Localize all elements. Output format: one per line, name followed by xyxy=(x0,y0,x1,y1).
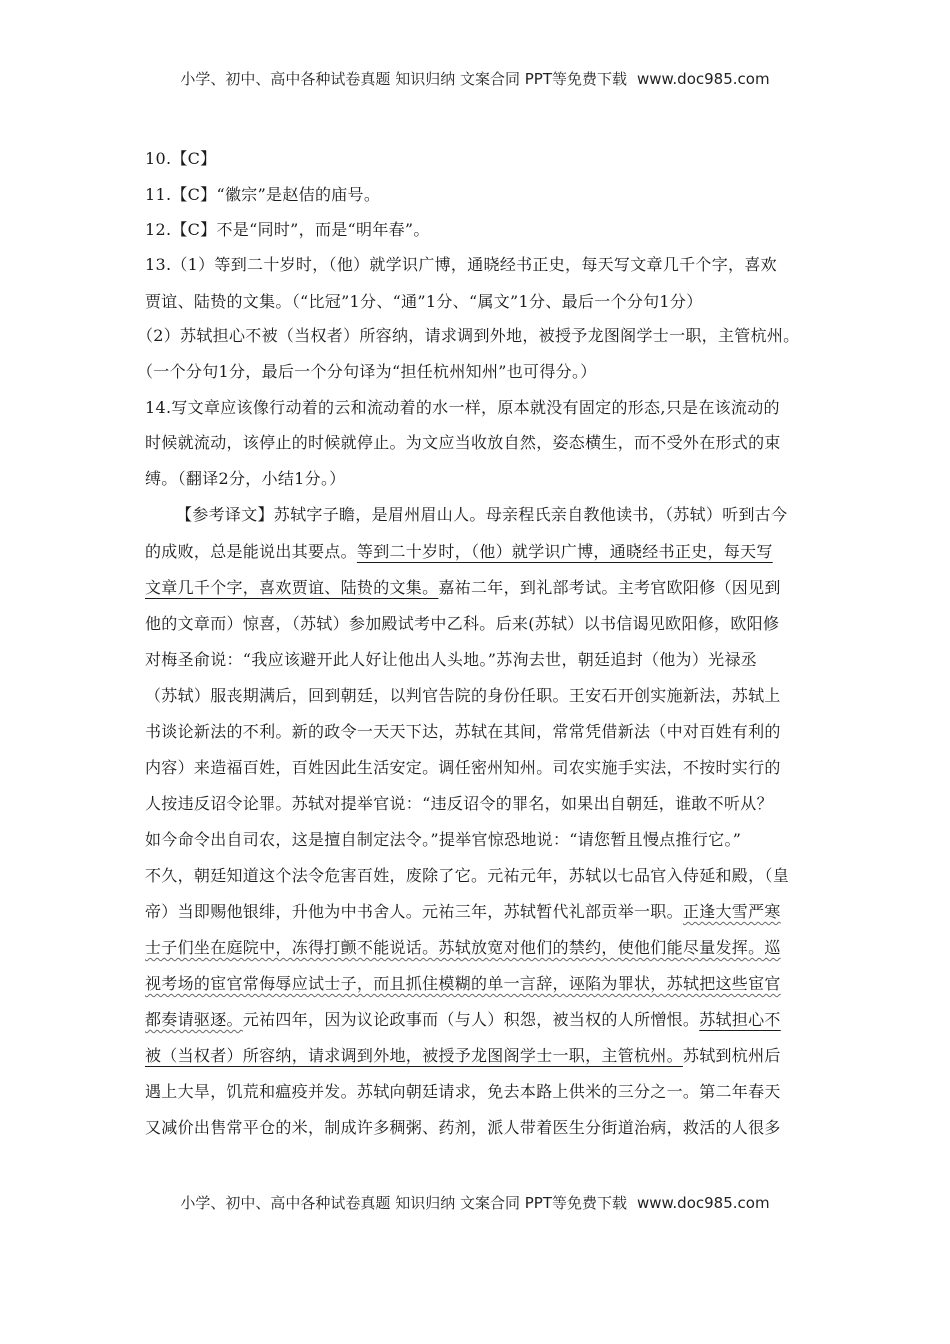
translation-line-11: 不久，朝廷知道这个法令危害百姓，废除了它。元祐元年，苏轼以七品官入侍延和殿，（皇 xyxy=(145,866,790,885)
translation-line-4: 他的文章而）惊喜，（苏轼）参加殿试考中乙科。后来(苏轼）以书信谒见欧阳修，欧阳修 xyxy=(145,614,780,633)
translation-text: 帝）当即赐他银绯，升他为中书舍人。元祐三年，苏轼暂代礼部贡举一职。 xyxy=(145,902,683,921)
translation-line-18: 又减价出售常平仓的米，制成许多稠粥、药剂，派人带着医生分街道治病，救活的人很多 xyxy=(145,1118,781,1137)
header-text: 小学、初中、高中各种试卷真题 知识归纳 文案合同 PPT等免费下载 xyxy=(180,70,627,88)
answer-14-line-2: 时候就流动，该停止的时候就停止。为文应当收放自然，姿态横生，而不受外在形式的束 xyxy=(145,433,781,452)
translation-line-1: 【参考译文】苏轼字子瞻，是眉州眉山人。母亲程氏亲自教他读书，（苏轼）听到古今 xyxy=(176,505,788,524)
answer-14-line-3: 缚。（翻译2分，小结1分。） xyxy=(145,469,346,488)
translation-line-7: 书谈论新法的不利。新的政令一天天下达，苏轼在其间，常常凭借新法（中对百姓有利的 xyxy=(145,722,781,741)
translation-text: 元祐四年，因为议论政事而（与人）积怨，被当权的人所憎恨。 xyxy=(242,1010,700,1029)
translation-line-8: 内容）来造福百姓，百姓因此生活安定。调任密州知州。司农实施手实法，不按时实行的 xyxy=(145,758,781,777)
translation-line-5: 对梅圣俞说：“我应该避开此人好让他出人头地。”苏洵去世，朝廷追封（他为）光禄丞 xyxy=(145,650,758,669)
translation-line-10: 如今命令出自司农，这是擅自制定法令。”提举官惊恐地说：“请您暂且慢点推行它。” xyxy=(145,830,742,849)
translation-line-9: 人按违反诏令论罪。苏轼对提举官说：“违反诏令的罪名，如果出自朝廷，谁敢不听从？ xyxy=(145,794,773,813)
translation-text: 嘉祐二年，到礼部考试。主考官欧阳修（因见到 xyxy=(438,578,781,597)
answer-12: 12.【C】不是“同时”，而是“明年春”。 xyxy=(145,220,430,239)
answer-11: 11.【C】“徽宗”是赵佶的庙号。 xyxy=(145,185,381,204)
header-url[interactable]: www.doc985.com xyxy=(636,70,770,88)
translation-text: 的成败，总是能说出其要点。 xyxy=(145,542,357,561)
page-footer xyxy=(0,1192,950,1213)
translation-line-16 xyxy=(145,1043,781,1066)
wavy-underlined-text: 正逢大雪严寒 xyxy=(682,902,781,921)
wavy-underlined-text: 士子们坐在庭院中，冻得打颤不能说话。苏轼放宽对他们的禁约，使他们能尽量发挥。巡 xyxy=(145,938,781,957)
translation-line-13 xyxy=(145,935,781,958)
answer-13-line-2: 贾谊、陆贽的文集。（“比冠”1分、“通”1分、“属文”1分、最后一个分句1分） xyxy=(145,292,703,311)
translation-line-17: 遇上大旱，饥荒和瘟疫并发。苏轼向朝廷请求，免去本路上供米的三分之一。第二年春天 xyxy=(145,1082,781,1101)
underlined-sentence: 苏轼担心不 xyxy=(699,1010,781,1029)
footer-url[interactable]: www.doc985.com xyxy=(636,1194,770,1212)
translation-line-12 xyxy=(145,899,781,922)
translation-text: 苏轼到杭州后 xyxy=(682,1046,781,1065)
answer-13-line-3: （2）苏轼担心不被（当权者）所容纳，请求调到外地，被授予龙图阁学士一职，主管杭州。 xyxy=(137,326,800,345)
answer-13-line-4: （一个分句1分，最后一个分句译为“担任杭州知州”也可得分。） xyxy=(137,362,597,381)
translation-line-6: （苏轼）服丧期满后，回到朝廷，以判官告院的身份任职。王安石开创实施新法，苏轼上 xyxy=(145,686,781,705)
translation-line-14 xyxy=(145,971,781,994)
answer-14-line-1: 14.写文章应该像行动着的云和流动着的水一样，原本就没有固定的形态,只是在该流动的 xyxy=(145,398,780,417)
underlined-sentence: 被（当权者）所容纳，请求调到外地，被授予龙图阁学士一职，主管杭州。 xyxy=(145,1046,683,1065)
footer-text: 小学、初中、高中各种试卷真题 知识归纳 文案合同 PPT等免费下载 xyxy=(180,1194,627,1212)
translation-line-2 xyxy=(145,539,773,562)
translation-line-15 xyxy=(145,1007,781,1030)
wavy-underlined-text: 都奏请驱逐。 xyxy=(145,1010,243,1029)
wavy-underlined-text: 视考场的宦官常侮辱应试士子，而且抓住模糊的单一言辞，诬陷为罪状，苏轼把这些宦官 xyxy=(145,974,781,993)
page-header xyxy=(0,68,950,89)
underlined-sentence: 文章几千个字，喜欢贾谊、陆贽的文集。 xyxy=(145,578,439,597)
answer-13-line-1: 13.（1）等到二十岁时，（他）就学识广博，通晓经书正史，每天写文章几千个字，喜欢 xyxy=(145,255,777,274)
underlined-sentence: 等到二十岁时，（他）就学识广博，通晓经书正史，每天写 xyxy=(356,542,773,561)
translation-line-3 xyxy=(145,575,781,598)
answer-10: 10.【C】 xyxy=(145,149,217,168)
